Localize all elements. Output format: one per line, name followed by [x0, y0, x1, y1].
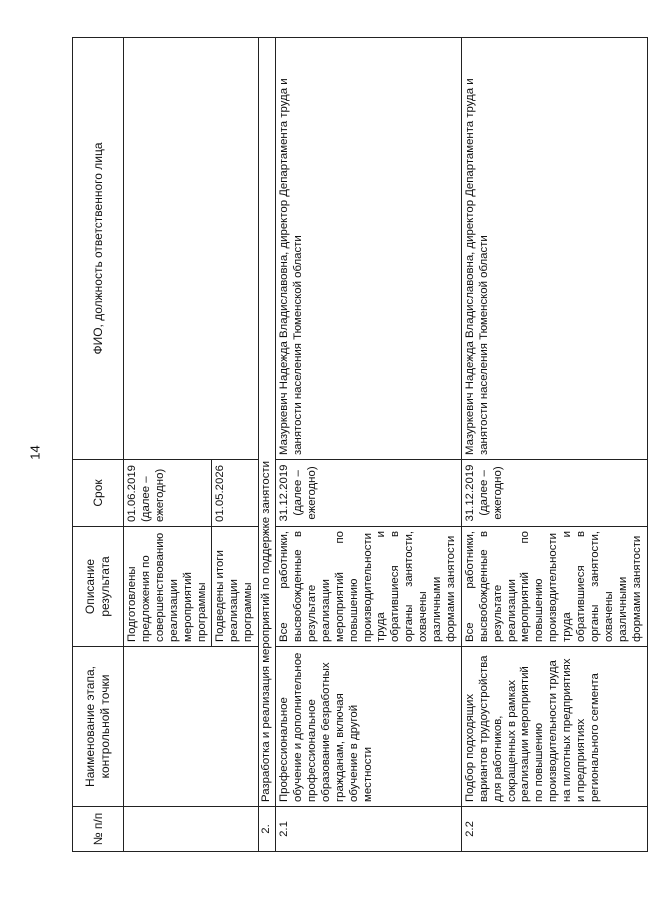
rotated-page-content — [72, 37, 643, 852]
header-responsible: ФИО, должность ответственного лица — [73, 38, 124, 460]
header-description: Описание результата — [73, 527, 124, 647]
header-stage: Наименование этапа, контрольной точки — [73, 647, 124, 807]
cell-stage-empty — [124, 647, 259, 807]
section-row — [259, 38, 276, 852]
page-number: 14 — [27, 445, 43, 460]
cell-term: 01.06.2019 (далее – ежегодно) — [124, 460, 212, 527]
cell-stage: Подбор подходящих вариантов трудоустройства для работников, сокращенных в рамках реализации мероприятий по повышению производительности труда на пилотных предприятиях и предприятиях регионального сегмента — [461, 647, 647, 807]
cell-term: 31.12.2019 (далее – ежегодно) — [461, 460, 647, 527]
cell-description: Подготовлены предложения по совершенствованию реализации мероприятий программы — [124, 527, 212, 647]
cell-responsible-empty — [124, 38, 259, 460]
cell-num-empty — [124, 807, 259, 852]
cell-description: Подведены итоги реализации программы — [212, 527, 259, 647]
cell-num: 2.2 — [461, 807, 647, 852]
cell-term: 01.05.2026 — [212, 460, 259, 527]
cell-description: Все работники, высвобожденные в результате реализации мероприятий по повышению производительности труда и обратившиеся в органы занятости, охвачены различными формами занятости — [461, 527, 647, 647]
cell-stage: Профессиональное обучение и дополнительное профессиональное образование безработных гражданам, включая обучение в другой местности — [276, 647, 462, 807]
cell-num: 2.1 — [276, 807, 462, 852]
table-row — [124, 38, 212, 852]
header-num: № п/п — [73, 807, 124, 852]
table-header-row — [73, 38, 124, 852]
section-title: Разработка и реализация мероприятий по поддержке занятости — [259, 38, 276, 807]
plan-table — [72, 37, 648, 852]
cell-description: Все работники, высвобожденные в результате реализации мероприятий по повышению производительности труда и обратившиеся в органы занятости, охвачены различными формами занятости — [276, 527, 462, 647]
section-num: 2. — [259, 807, 276, 852]
cell-responsible: Мазуркевич Надежда Владиславовна, директор Департамента труда и занятости населения Тюменской области — [461, 38, 647, 460]
table-row — [461, 38, 647, 852]
cell-term: 31.12.2019 (далее – ежегодно) — [276, 460, 462, 527]
cell-responsible: Мазуркевич Надежда Владиславовна, директор Департамента труда и занятости населения Тюменской области — [276, 38, 462, 460]
table-row — [276, 38, 462, 852]
header-term: Срок — [73, 460, 124, 527]
